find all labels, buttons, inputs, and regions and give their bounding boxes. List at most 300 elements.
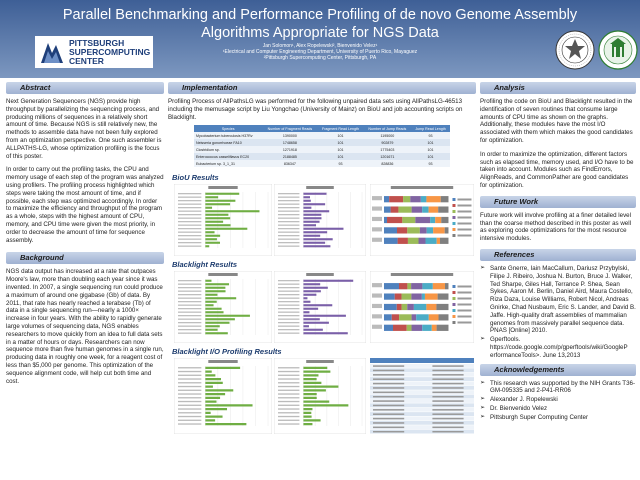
chart-segment bbox=[429, 315, 439, 321]
chart-category-label bbox=[178, 315, 201, 316]
table-cell-mark bbox=[373, 427, 404, 429]
chart-bar bbox=[205, 405, 252, 407]
table-cell: 1271918 bbox=[262, 146, 317, 153]
chart-bar bbox=[205, 242, 220, 244]
chart-category-label bbox=[178, 401, 201, 402]
psc-logo-icon bbox=[39, 39, 65, 65]
chart-segment bbox=[384, 325, 393, 331]
chart-bar bbox=[303, 312, 309, 314]
chart-bar bbox=[303, 423, 312, 425]
chart-title-mark bbox=[208, 186, 237, 189]
chart-category-label bbox=[178, 280, 201, 281]
table-cell: 836347 bbox=[262, 160, 317, 167]
chart-category-label bbox=[372, 196, 382, 200]
legend-label bbox=[457, 205, 471, 207]
chart-title-mark bbox=[306, 273, 334, 276]
chart-segment bbox=[426, 304, 436, 310]
chart-bar bbox=[303, 322, 328, 324]
table-cell-mark bbox=[373, 409, 404, 411]
chart-bar bbox=[205, 207, 212, 209]
table-row bbox=[194, 132, 450, 139]
table-cell: 101 bbox=[411, 146, 450, 153]
table-cell-mark bbox=[432, 423, 463, 425]
chart-bar bbox=[303, 308, 318, 310]
chart-category-label bbox=[178, 211, 201, 212]
chart-category-label bbox=[278, 211, 299, 212]
table-cell: 101 bbox=[317, 153, 363, 160]
chart-bar bbox=[303, 197, 310, 199]
biou-chart-percentage bbox=[370, 184, 474, 256]
table-cell-mark bbox=[432, 418, 463, 420]
chart-segment bbox=[407, 228, 420, 234]
poster-title: Parallel Benchmarking and Performance Profiling of de novo Genome Assembly Algorithms Appropriate for NGS Data bbox=[62, 7, 578, 41]
chart-segment bbox=[407, 283, 411, 289]
table-cell-mark bbox=[373, 388, 404, 390]
chart-category-label bbox=[372, 238, 382, 242]
blacklight-io-charts-row bbox=[168, 358, 476, 436]
chart-category-label bbox=[178, 239, 201, 240]
chart-segment bbox=[392, 315, 399, 321]
table-cell-mark bbox=[432, 374, 463, 376]
chart-bar bbox=[205, 378, 221, 380]
chart-segment bbox=[429, 207, 439, 213]
chart-bar bbox=[303, 329, 322, 331]
references-list bbox=[480, 265, 636, 360]
chart-bar bbox=[303, 291, 320, 293]
chart-segment bbox=[399, 315, 411, 321]
chart-bar bbox=[205, 382, 222, 384]
chart-segment bbox=[436, 304, 448, 310]
chart-bar bbox=[303, 193, 326, 195]
chart-title-mark bbox=[306, 360, 334, 363]
io-table bbox=[370, 358, 474, 434]
table-cell: 1775403 bbox=[364, 146, 411, 153]
chart-segment bbox=[441, 196, 449, 202]
chart-bar bbox=[205, 319, 235, 321]
table-cell-mark bbox=[432, 414, 463, 416]
blacklight-chart-memory bbox=[274, 271, 366, 343]
legend-swatch bbox=[452, 303, 455, 306]
io-written-svg bbox=[274, 358, 366, 434]
blacklight-memory-svg bbox=[274, 271, 366, 343]
chart-category-label bbox=[178, 383, 201, 384]
table-header: Species bbox=[194, 125, 262, 132]
biou-elapsed-svg bbox=[174, 184, 272, 256]
chart-title-mark bbox=[208, 360, 237, 363]
table-cell: 1390000 bbox=[262, 132, 317, 139]
chart-bar bbox=[205, 423, 246, 425]
table-cell: 1201671 bbox=[364, 153, 411, 160]
chart-segment bbox=[438, 207, 448, 213]
chart-category-label bbox=[178, 394, 201, 395]
chart-bar bbox=[205, 246, 209, 248]
chart-bar bbox=[303, 416, 311, 418]
chart-segment bbox=[425, 294, 438, 300]
table-cell-mark bbox=[432, 388, 463, 390]
chart-segment bbox=[395, 294, 402, 300]
reference-item: ➢ Gperftools. https://code.google.com/p/gperftools/wiki/GoogleP erformanceTools>. June 13,2013 bbox=[480, 336, 636, 359]
chart-segment bbox=[393, 325, 407, 331]
chart-bar bbox=[205, 298, 236, 300]
blacklight-chart-percentage bbox=[370, 271, 474, 343]
table-cell-mark bbox=[373, 379, 404, 381]
chart-frame bbox=[174, 184, 272, 256]
chart-bar bbox=[303, 228, 343, 230]
chart-bar bbox=[303, 235, 320, 237]
chart-category-label bbox=[178, 375, 201, 376]
chart-bar bbox=[205, 393, 225, 395]
chart-segment bbox=[412, 315, 417, 321]
chart-category-label bbox=[178, 319, 201, 320]
legend-label bbox=[457, 322, 471, 324]
chart-category-label bbox=[278, 409, 299, 410]
chart-category-label bbox=[278, 379, 299, 380]
chart-bar bbox=[303, 371, 330, 373]
chart-category-label bbox=[178, 232, 201, 233]
chart-category-label bbox=[178, 301, 201, 302]
legend-swatch bbox=[452, 291, 455, 294]
chart-segment bbox=[426, 196, 440, 202]
table-cell: Clostridium sp. bbox=[194, 146, 262, 153]
blacklight-charts-row bbox=[168, 271, 476, 343]
chart-segment bbox=[407, 325, 412, 331]
chart-bar bbox=[303, 284, 320, 286]
table-cell-mark bbox=[373, 383, 404, 385]
chart-category-label bbox=[178, 294, 201, 295]
chart-segment bbox=[384, 228, 397, 234]
table-cell-mark bbox=[432, 431, 463, 433]
chart-category-label bbox=[178, 420, 201, 421]
legend-swatch bbox=[452, 210, 455, 213]
middle-column bbox=[168, 82, 476, 436]
chart-category-label bbox=[278, 368, 299, 369]
chart-category-label bbox=[278, 239, 299, 240]
table-cell: 2188485 bbox=[262, 153, 317, 160]
table-cell-mark bbox=[373, 370, 404, 372]
chart-category-label bbox=[278, 413, 299, 414]
table-row bbox=[194, 139, 450, 146]
chart-category-label bbox=[278, 246, 299, 247]
chart-bar bbox=[205, 204, 230, 206]
legend-label bbox=[457, 286, 471, 288]
legend-label bbox=[457, 235, 471, 237]
chart-category-label bbox=[278, 326, 299, 327]
chart-bar bbox=[303, 405, 348, 407]
blacklight-results-heading: Blacklight Results bbox=[172, 260, 238, 270]
table-cell: 101 bbox=[317, 132, 363, 139]
chart-segment bbox=[430, 217, 435, 223]
chart-category-label bbox=[278, 333, 299, 334]
chart-bar bbox=[205, 218, 230, 220]
chart-category-label bbox=[178, 200, 201, 201]
chart-segment bbox=[402, 217, 415, 223]
chart-segment bbox=[445, 283, 449, 289]
chart-segment bbox=[422, 207, 428, 213]
chart-category-label bbox=[278, 305, 299, 306]
chart-segment bbox=[410, 196, 421, 202]
chart-bar bbox=[303, 207, 311, 209]
legend-label bbox=[457, 229, 471, 231]
legend-swatch bbox=[452, 204, 455, 207]
chart-segment bbox=[441, 217, 448, 223]
chart-bar bbox=[303, 412, 311, 414]
chart-bar bbox=[205, 280, 211, 282]
chart-bar bbox=[303, 420, 320, 422]
chart-bar bbox=[205, 412, 210, 414]
psc-logo-text bbox=[69, 39, 150, 66]
chart-segment bbox=[384, 294, 395, 300]
chart-bar bbox=[205, 284, 229, 286]
chart-segment bbox=[402, 304, 408, 310]
acknowledgement-item: ➢ This research was supported by the NIH Grants T36-GM-095335 and 2-P41-RR06 bbox=[480, 380, 636, 396]
chart-bar bbox=[303, 333, 347, 335]
table-cell: 93 bbox=[411, 132, 450, 139]
legend-label bbox=[457, 223, 471, 225]
chart-segment bbox=[445, 228, 449, 234]
chart-bar bbox=[303, 393, 316, 395]
table-cell: Eubacterium sp. 3_1_31 bbox=[194, 160, 262, 167]
chart-frame bbox=[174, 358, 272, 434]
chart-category-label bbox=[278, 390, 299, 391]
chart-category-label bbox=[178, 329, 201, 330]
table-cell-mark bbox=[373, 418, 404, 420]
table-cell: 93 bbox=[411, 160, 450, 167]
chart-category-label bbox=[278, 416, 299, 417]
psc-logo-line-2: SUPERCOMPUTING bbox=[69, 46, 151, 57]
future-work-heading: Future Work bbox=[480, 196, 636, 208]
chart-category-label bbox=[178, 390, 201, 391]
blacklight-chart-elapsed bbox=[174, 271, 272, 343]
chart-segment bbox=[440, 238, 448, 244]
chart-bar bbox=[205, 200, 235, 202]
chart-segment bbox=[437, 238, 440, 244]
chart-bar bbox=[205, 239, 217, 241]
table-cell: Enterococcus casseliflavus EC20 bbox=[194, 153, 262, 160]
chart-category-label bbox=[372, 228, 382, 232]
biou-memory-svg bbox=[274, 184, 366, 256]
chart-category-label bbox=[278, 204, 299, 205]
chart-category-label bbox=[278, 420, 299, 421]
chart-segment bbox=[384, 283, 399, 289]
chart-category-label bbox=[278, 294, 299, 295]
chart-category-label bbox=[278, 214, 299, 215]
chart-segment bbox=[433, 283, 445, 289]
chart-bar bbox=[303, 280, 353, 282]
chart-bar bbox=[205, 211, 259, 213]
chart-bar bbox=[205, 322, 229, 324]
chart-segment bbox=[433, 228, 445, 234]
table-cell-mark bbox=[432, 383, 463, 385]
chart-category-label bbox=[278, 284, 299, 285]
legend-label bbox=[457, 316, 471, 318]
chart-segment bbox=[435, 217, 441, 223]
chart-category-label bbox=[278, 298, 299, 299]
chart-bar bbox=[303, 211, 329, 213]
chart-bar bbox=[205, 221, 223, 223]
background-paragraph: NGS data output has increased at a rate that outpaces Moore's law, more than doubling each year since it was invented. In 2007, a single sequencing run could produce a maximum of around one gigabase (Gb) of data. By 2011, that rate has nearly reached a terabase (Tb) of data in a single sequencing run—nearly a 1000× increase in four years. With the ability to rapidly generate large volumes of sequencing data, NGS enables researchers to move quickly from an idea to full data sets in a matter of hours or days. Researchers can now sequence more than five human genomes in a single run, producing data in roughly one week, for a reagent cost of less than $5,000 per genome. This optimization of the sequence alignment code, will help cut both time and cost. bbox=[6, 268, 164, 385]
chart-segment bbox=[384, 304, 397, 310]
chart-category-label bbox=[278, 371, 299, 372]
psc-logo bbox=[35, 36, 153, 68]
table-header: Fragment Read Length bbox=[317, 125, 363, 132]
chart-bar bbox=[205, 420, 215, 422]
chart-category-label bbox=[178, 413, 201, 414]
chart-bar bbox=[303, 200, 310, 202]
analysis-paragraph-2: In order to maximize the optimization, different factors such as elapsed time, memory used, and I/O have to be taken into account. Modules such as FindErrors, AlignReads, and CommonPather are good candidates for optimization. bbox=[480, 150, 634, 189]
chart-segment bbox=[419, 238, 426, 244]
chart-category-label bbox=[372, 315, 382, 319]
chart-segment bbox=[391, 207, 399, 213]
chart-bar bbox=[205, 397, 220, 399]
chart-category-label bbox=[278, 312, 299, 313]
chart-category-label bbox=[278, 405, 299, 406]
author-names: Jan Solomon¹, Alex Ropelewski², Bienvenido Velez¹ bbox=[262, 43, 378, 49]
chart-bar bbox=[205, 390, 233, 392]
table-cell: 1748658 bbox=[262, 139, 317, 146]
chart-segment bbox=[384, 217, 387, 223]
table-cell-mark bbox=[432, 392, 463, 394]
table-cell-mark bbox=[373, 366, 404, 368]
chart-category-label bbox=[278, 394, 299, 395]
chart-category-label bbox=[278, 207, 299, 208]
reference-item: ➢ Sante Gnerre, Iain MacCallum, Dariusz Przybylski, Filipe J. Ribeiro, Joshua N. Burton, Bruce J. Walker, Ted Sharpe, Giles Hall, Terrance P. Shea, Sean Sykes, Aaron M. Berlin, Daniel Aird, Maura Costello, Riza Daza, Louise Williams, Robert Nicol, Andreas Gnirke, Chad Nusbaum, Eric S. Lander, and David B. Jaffe. High-quality draft assemblies of mammalian genomes from massively parallel sequence data. PNAS [Online] 2010. bbox=[480, 265, 636, 335]
chart-category-label bbox=[278, 329, 299, 330]
chart-bar bbox=[303, 218, 321, 220]
chart-category-label bbox=[178, 291, 201, 292]
legend-swatch bbox=[452, 297, 455, 300]
chart-segment bbox=[426, 238, 437, 244]
species-table bbox=[194, 125, 450, 167]
biou-chart-elapsed bbox=[174, 184, 272, 256]
table-cell-mark bbox=[432, 379, 463, 381]
chart-category-label bbox=[178, 379, 201, 380]
chart-category-label bbox=[278, 319, 299, 320]
background-heading: Background bbox=[6, 252, 164, 264]
chart-bar bbox=[205, 408, 227, 410]
chart-category-label bbox=[372, 283, 382, 287]
chart-category-label bbox=[178, 197, 201, 198]
chart-bar bbox=[205, 329, 217, 331]
chart-category-label bbox=[178, 398, 201, 399]
table-row bbox=[194, 146, 450, 153]
chart-bar bbox=[205, 287, 225, 289]
chart-segment bbox=[398, 238, 408, 244]
chart-segment bbox=[403, 196, 410, 202]
legend-label bbox=[457, 310, 471, 312]
chart-category-label bbox=[278, 287, 299, 288]
table-header: Number of Fragment Reads bbox=[262, 125, 317, 132]
chart-segment bbox=[389, 196, 403, 202]
table-cell-mark bbox=[373, 405, 404, 407]
chart-category-label bbox=[178, 424, 201, 425]
implementation-paragraph: Profiling Process of AllPathsLG was performed for the following unpaired data sets using AllPathsLG-46513 including the memusage script by Liu Yongchao (University of Mainz) on BioU and job accounting scripts on Blacklight. bbox=[168, 98, 463, 121]
chart-category-label bbox=[278, 375, 299, 376]
chart-category-label bbox=[278, 301, 299, 302]
table-cell-mark bbox=[432, 396, 463, 398]
chart-segment bbox=[398, 207, 411, 213]
chart-category-label bbox=[278, 242, 299, 243]
legend-label bbox=[457, 217, 471, 219]
table-cell-mark bbox=[373, 374, 404, 376]
chart-category-label bbox=[372, 217, 382, 221]
implementation-heading: Implementation bbox=[168, 82, 476, 94]
species-table-header-row bbox=[194, 125, 450, 132]
legend-label bbox=[457, 304, 471, 306]
chart-segment bbox=[415, 217, 430, 223]
legend-swatch bbox=[452, 285, 455, 288]
table-cell-mark bbox=[432, 401, 463, 403]
chart-bar bbox=[303, 301, 310, 303]
chart-category-label bbox=[178, 284, 201, 285]
chart-category-label bbox=[178, 308, 201, 309]
chart-bar bbox=[303, 242, 325, 244]
biou-chart-memory bbox=[274, 184, 366, 256]
acknowledgement-item: ➢ Pittsburgh Super Computing Center bbox=[480, 414, 636, 422]
chart-frame bbox=[274, 358, 366, 434]
psc-logo-line-3: CENTER bbox=[69, 55, 104, 66]
chart-category-label bbox=[372, 304, 382, 308]
chart-segment bbox=[420, 228, 427, 234]
table-cell-mark bbox=[432, 409, 463, 411]
chart-category-label bbox=[278, 200, 299, 201]
abstract-paragraph-2: In order to carry out the profiling tasks, the CPU and memory usage of each step of the program was analyzed using profilers. The profiling process highlighted which steps were taking the most amount of time, and if possible, each step was optimized accordingly. In order to maximize the efficiency and throughput of the program as a whole, steps with the highest amount of CPU, memory, and CPU time were given the most priority, in order to decrease the amount of time for sequence assembly. bbox=[6, 166, 164, 244]
chart-category-label bbox=[178, 298, 201, 299]
chart-bar bbox=[303, 408, 312, 410]
chart-bar bbox=[303, 375, 318, 377]
chart-category-label bbox=[278, 228, 299, 229]
table-cell-mark bbox=[432, 366, 463, 368]
chart-bar bbox=[303, 386, 338, 388]
chart-category-label bbox=[178, 246, 201, 247]
io-chart-read bbox=[174, 358, 272, 434]
chart-frame bbox=[274, 184, 366, 256]
chart-category-label bbox=[178, 416, 201, 417]
chart-bar bbox=[205, 416, 222, 418]
chart-segment bbox=[421, 196, 427, 202]
chart-category-label bbox=[178, 204, 201, 205]
legend-label bbox=[457, 199, 471, 201]
chart-segment bbox=[438, 294, 449, 300]
legend-swatch bbox=[452, 234, 455, 237]
table-cell: 101 bbox=[411, 153, 450, 160]
chart-bar bbox=[205, 232, 214, 234]
nih-seal-icon bbox=[555, 30, 595, 70]
chart-category-label bbox=[278, 225, 299, 226]
chart-category-label bbox=[178, 235, 201, 236]
table-cell: 902879 bbox=[364, 139, 411, 146]
chart-segment bbox=[407, 304, 414, 310]
chart-bar bbox=[205, 326, 219, 328]
acknowledgement-item: ➢ Dr. Bienvenido Velez bbox=[480, 405, 636, 413]
chart-bar bbox=[205, 308, 221, 310]
chart-bar bbox=[205, 401, 216, 403]
chart-category-label bbox=[178, 312, 201, 313]
acknowledgement-item: ➢ Alexander J. Ropelewski bbox=[480, 396, 636, 404]
legend-swatch bbox=[452, 216, 455, 219]
chart-category-label bbox=[278, 315, 299, 316]
chart-bar bbox=[303, 378, 316, 380]
chart-category-label bbox=[178, 242, 201, 243]
analysis-heading: Analysis bbox=[480, 82, 636, 94]
chart-bar bbox=[205, 301, 216, 303]
chart-category-label bbox=[178, 193, 201, 194]
future-work-paragraph: Future work will involve profiling at a finer detailed level than the coarse method described in this poster as well as exploring code optimizations for the most resource intensive modules. bbox=[480, 211, 631, 243]
chart-bar bbox=[205, 193, 239, 195]
chart-segment bbox=[422, 294, 425, 300]
chart-bar bbox=[205, 371, 211, 373]
chart-category-label bbox=[178, 409, 201, 410]
chart-bar bbox=[205, 375, 215, 377]
